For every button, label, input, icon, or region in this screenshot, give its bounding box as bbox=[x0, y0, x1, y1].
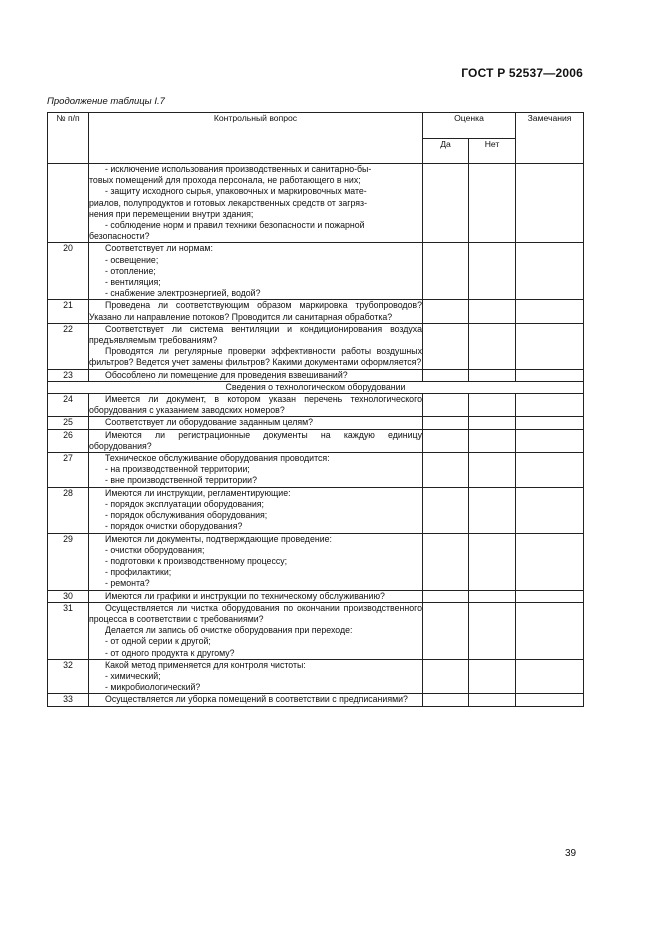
no-cell[interactable] bbox=[469, 453, 516, 488]
question-cell bbox=[89, 369, 423, 381]
table-row bbox=[48, 602, 584, 659]
question-text: Имеется ли документ, в котором указан перечень технологического оборудования с указанием заводских номеров? bbox=[89, 394, 422, 416]
row-number: 20 bbox=[48, 243, 89, 300]
notes-cell[interactable] bbox=[516, 429, 584, 452]
question-text: Проведена ли соответствующим образом маркировка трубопроводов? Указано ли направление потоков? Проводится ли санитарная обработка? bbox=[89, 300, 422, 322]
table-row bbox=[48, 453, 584, 488]
notes-cell[interactable] bbox=[516, 453, 584, 488]
notes-cell[interactable] bbox=[516, 533, 584, 590]
yes-cell[interactable] bbox=[423, 429, 469, 452]
question-text: Осуществляется ли уборка помещений в соответствии с предписаниями? bbox=[105, 694, 408, 705]
list-item: - снабжение электроэнергией, водой? bbox=[105, 288, 261, 299]
question-text: Соответствует ли система вентиляции и кондиционирования воздуха предъявляемым требованиям? bbox=[89, 323, 422, 346]
no-cell[interactable] bbox=[469, 429, 516, 452]
question-text: Имеются ли графики и инструкции по техническому обслуживанию? bbox=[105, 590, 385, 601]
list-item: - микробиологический? bbox=[105, 682, 201, 693]
column-header-rating: Оценка bbox=[423, 113, 516, 139]
column-header-question: Контрольный вопрос bbox=[89, 113, 423, 164]
notes-cell[interactable] bbox=[516, 694, 584, 706]
notes-cell[interactable] bbox=[516, 659, 584, 694]
notes-cell[interactable] bbox=[516, 394, 584, 417]
question-text: Обособлено ли помещение для проведения взвешиваний? bbox=[105, 369, 348, 380]
notes-cell[interactable] bbox=[516, 602, 584, 659]
no-cell[interactable] bbox=[469, 602, 516, 659]
question-cell bbox=[89, 300, 423, 323]
question-text: Техническое обслуживание оборудования проводится: bbox=[105, 453, 330, 464]
row-number: 29 bbox=[48, 533, 89, 590]
question-cell bbox=[89, 323, 423, 369]
notes-cell[interactable] bbox=[516, 300, 584, 323]
yes-cell[interactable] bbox=[423, 394, 469, 417]
yes-cell[interactable] bbox=[423, 694, 469, 706]
no-cell[interactable] bbox=[469, 417, 516, 429]
question-cell bbox=[89, 243, 423, 300]
list-item: - отопление; bbox=[105, 265, 156, 276]
question-text: товых помещений для прохода персонала, не работающего в них; bbox=[89, 175, 361, 186]
table-header-row bbox=[48, 113, 584, 139]
document-header-title: ГОСТ Р 52537—2006 bbox=[461, 66, 583, 80]
notes-cell[interactable] bbox=[516, 369, 584, 381]
row-number: 26 bbox=[48, 429, 89, 452]
row-number: 24 bbox=[48, 394, 89, 417]
no-cell[interactable] bbox=[469, 694, 516, 706]
table-row bbox=[48, 590, 584, 602]
row-number bbox=[48, 164, 89, 243]
table-row bbox=[48, 369, 584, 381]
yes-cell[interactable] bbox=[423, 487, 469, 533]
list-item: - порядок эксплуатации оборудования; bbox=[105, 498, 264, 509]
notes-cell[interactable] bbox=[516, 243, 584, 300]
notes-cell[interactable] bbox=[516, 323, 584, 369]
list-item: - освещение; bbox=[105, 254, 159, 265]
yes-cell[interactable] bbox=[423, 533, 469, 590]
row-number: 31 bbox=[48, 602, 89, 659]
no-cell[interactable] bbox=[469, 300, 516, 323]
question-cell bbox=[89, 590, 423, 602]
list-item: - химический; bbox=[105, 670, 161, 681]
no-cell[interactable] bbox=[469, 243, 516, 300]
yes-cell[interactable] bbox=[423, 602, 469, 659]
question-text: Соответствует ли оборудование заданным целям? bbox=[105, 417, 314, 428]
row-number: 27 bbox=[48, 453, 89, 488]
section-heading: Сведения о технологическом оборудовании bbox=[48, 381, 584, 393]
question-text: Проводятся ли регулярные проверки эффективности работы воздушных фильтров? Ведется учет замены фильтров? Какими документами оформляется? bbox=[89, 346, 422, 368]
question-text: Осуществляется ли чистка оборудования по окончании производственного процесса в соответствии с требованиями? bbox=[89, 602, 422, 624]
no-cell[interactable] bbox=[469, 659, 516, 694]
question-text: Имеются ли документы, подтверждающие проведение: bbox=[105, 533, 332, 544]
no-cell[interactable] bbox=[469, 369, 516, 381]
no-cell[interactable] bbox=[469, 394, 516, 417]
list-item: - ремонта? bbox=[105, 578, 150, 589]
list-item: - на производственной территории; bbox=[105, 464, 250, 475]
row-number: 32 bbox=[48, 659, 89, 694]
row-number: 30 bbox=[48, 590, 89, 602]
question-text: Соответствует ли нормам: bbox=[105, 243, 213, 254]
row-number: 28 bbox=[48, 487, 89, 533]
table-row bbox=[48, 417, 584, 429]
no-cell[interactable] bbox=[469, 164, 516, 243]
column-header-no: Нет bbox=[469, 139, 516, 164]
question-cell bbox=[89, 602, 423, 659]
yes-cell[interactable] bbox=[423, 243, 469, 300]
list-item: - порядок очистки оборудования? bbox=[105, 521, 243, 532]
column-header-notes: Замечания bbox=[516, 113, 584, 164]
row-number: 21 bbox=[48, 300, 89, 323]
question-text: нения при перемещении внутри здания; bbox=[89, 208, 254, 219]
question-text: безопасности? bbox=[89, 231, 150, 242]
question-text: риалов, полупродуктов и готовых лекарственных средств от загряз- bbox=[89, 197, 368, 208]
table-row bbox=[48, 487, 584, 533]
column-header-num: № п/п bbox=[48, 113, 89, 164]
list-item: - вентиляция; bbox=[105, 277, 161, 288]
notes-cell[interactable] bbox=[516, 417, 584, 429]
list-item: - от одной серии к другой; bbox=[105, 636, 211, 647]
no-cell[interactable] bbox=[469, 590, 516, 602]
checklist-table bbox=[47, 112, 584, 707]
question-cell bbox=[89, 487, 423, 533]
notes-cell[interactable] bbox=[516, 164, 584, 243]
list-item: - очистки оборудования; bbox=[105, 544, 205, 555]
table-row bbox=[48, 394, 584, 417]
list-item: - подготовки к производственному процессу; bbox=[105, 555, 288, 566]
section-row bbox=[48, 381, 584, 393]
yes-cell[interactable] bbox=[423, 453, 469, 488]
notes-cell[interactable] bbox=[516, 487, 584, 533]
yes-cell[interactable] bbox=[423, 417, 469, 429]
table-row bbox=[48, 694, 584, 706]
table-row bbox=[48, 533, 584, 590]
question-cell bbox=[89, 533, 423, 590]
yes-cell[interactable] bbox=[423, 300, 469, 323]
column-header-yes: Да bbox=[423, 139, 469, 164]
question-text: Имеются ли регистрационные документы на каждую единицу оборудования? bbox=[89, 429, 422, 451]
no-cell[interactable] bbox=[469, 533, 516, 590]
question-text: - защиту исходного сырья, упаковочных и маркировочных мате- bbox=[105, 186, 367, 197]
no-cell[interactable] bbox=[469, 323, 516, 369]
yes-cell[interactable] bbox=[423, 323, 469, 369]
list-item: - профилактики; bbox=[105, 567, 172, 578]
yes-cell[interactable] bbox=[423, 164, 469, 243]
question-text: - исключение использования производственных и санитарно-бы- bbox=[105, 164, 372, 174]
yes-cell[interactable] bbox=[423, 369, 469, 381]
question-cell bbox=[89, 394, 423, 417]
question-text: - соблюдение норм и правил техники безопасности и пожарной bbox=[105, 220, 365, 231]
table-row bbox=[48, 323, 584, 369]
question-cell bbox=[89, 659, 423, 694]
question-cell bbox=[89, 417, 423, 429]
table-row bbox=[48, 429, 584, 452]
list-item: - порядок обслуживания оборудования; bbox=[105, 510, 268, 521]
question-cell bbox=[89, 453, 423, 488]
yes-cell[interactable] bbox=[423, 590, 469, 602]
notes-cell[interactable] bbox=[516, 590, 584, 602]
table-row bbox=[48, 164, 584, 243]
no-cell[interactable] bbox=[469, 487, 516, 533]
list-item: - от одного продукта к другому? bbox=[105, 647, 235, 658]
row-number: 23 bbox=[48, 369, 89, 381]
question-text: Делается ли запись об очистке оборудования при переходе: bbox=[105, 625, 353, 636]
table-row bbox=[48, 243, 584, 300]
list-item: - вне производственной территории? bbox=[105, 475, 257, 486]
question-cell bbox=[89, 429, 423, 452]
page-number: 39 bbox=[565, 848, 577, 859]
table-caption: Продолжение таблицы I.7 bbox=[47, 96, 165, 107]
row-number: 22 bbox=[48, 323, 89, 369]
question-cell bbox=[89, 164, 423, 243]
row-number: 33 bbox=[48, 694, 89, 706]
row-number: 25 bbox=[48, 417, 89, 429]
question-text: Имеются ли инструкции, регламентирующие: bbox=[105, 487, 291, 498]
yes-cell[interactable] bbox=[423, 659, 469, 694]
table-row bbox=[48, 300, 584, 323]
question-cell bbox=[89, 694, 423, 706]
table-row bbox=[48, 659, 584, 694]
question-text: Какой метод применяется для контроля чистоты: bbox=[105, 659, 306, 670]
